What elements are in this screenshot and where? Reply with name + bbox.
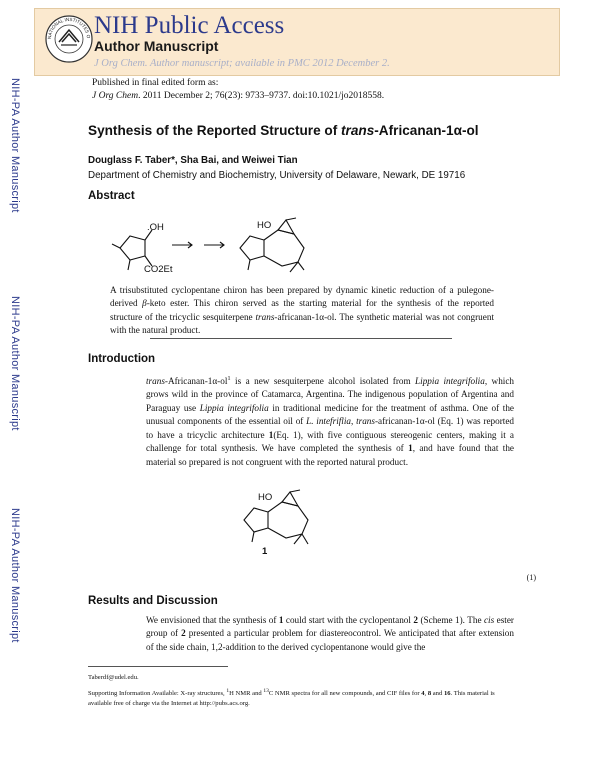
three-ring (278, 220, 294, 234)
footnote-sup: 1 (226, 688, 230, 694)
introduction-text (146, 372, 514, 469)
footnote-part: , (424, 690, 428, 698)
compound-ref: 8 (427, 690, 432, 698)
results-part: (Scheme 1). The (418, 615, 484, 625)
abstract-beta: β (142, 298, 147, 309)
intro-part: -africanan-1α-ol (Eq. 1) was reported to have a tricyclic architecture (146, 416, 514, 440)
sidebar-label-bottom: NIH-PA Author Manuscript (9, 507, 21, 643)
nih-seal-logo (44, 12, 94, 66)
abstract-scheme (100, 208, 340, 280)
title-suffix: -Africanan-1α-ol (374, 123, 479, 138)
five-ring (240, 236, 264, 260)
ester-label: CO2Et (144, 264, 173, 275)
compound-ref: 2 (413, 615, 418, 625)
intro-species: Lippia integrifolia (415, 376, 485, 387)
journal-name: J Org Chem (92, 91, 139, 101)
intro-species: L. intefriflia (306, 416, 351, 427)
intro-part: -Africanan-1α-ol (164, 376, 228, 387)
svg-text:NATIONAL INSTITUTES OF HEALTH: NATIONAL INSTITUTES O (46, 16, 92, 40)
results-part: We envisioned that the synthesis of (146, 615, 279, 625)
three-ring (282, 492, 298, 506)
sidebar-label-top: NIH-PA Author Manuscript (9, 77, 21, 213)
compound-ref: 16 (443, 690, 451, 698)
banner-title: NIH Public Access (94, 12, 285, 39)
intro-part: , (351, 416, 357, 427)
footnote-part: C NMR spectra for all new compounds, and CIF files for (268, 690, 422, 698)
compound-ref: 1 (278, 615, 284, 625)
results-heading: Results and Discussion (88, 595, 218, 607)
intro-part: , and have found that the material so prepared is not congruent with the reported natural product. (146, 443, 514, 467)
seven-ring (268, 502, 308, 538)
corresponding-email: Taberdf@udel.edu. (88, 674, 139, 681)
introduction-heading: Introduction (88, 353, 156, 365)
cyclopentane-ring (120, 236, 145, 260)
eq-ho-label: HO (258, 492, 273, 503)
title-prefix: Synthesis of the Reported Structure of (88, 123, 342, 138)
publication-info (92, 77, 384, 103)
results-part: could start with the cyclopentanol (283, 615, 414, 625)
results-part: ester group of (146, 615, 514, 639)
abstract-part: -keto ester. This chiron served as the starting material for the synthesis of the reported structure of the tricyclic sesquiterpene (110, 298, 494, 322)
authors: Douglass F. Taber*, Sha Bai, and Weiwei Tian (88, 155, 298, 166)
footnote-part: . This material is available free of charge via the Internet at http://pubs.acs.org. (88, 690, 495, 708)
abstract-divider (150, 338, 452, 339)
abstract-part: -africanan-1α-ol. The synthetic material was not congruent with the natural product. (110, 311, 494, 336)
compound-ref: 2 (181, 628, 186, 639)
intro-part: , which grows wild in the province of Catamarca, Argentina. The indigenous population of Argentina and Paraguay use (146, 376, 515, 413)
equation-structure (236, 486, 326, 558)
publication-line: Published in final edited form as: (92, 78, 219, 88)
intro-trans: trans (356, 416, 375, 427)
abstract-heading: Abstract (88, 190, 135, 202)
intro-species: Lippia integrifolia (199, 402, 269, 413)
footnote-sup: 13 (263, 688, 269, 694)
compound-ref: 4 (421, 690, 425, 698)
citation-details: . 2011 December 2; 76(23): 9733–9737. doi:10.1021/jo2018558. (138, 91, 385, 101)
ho-label: HO (257, 220, 272, 231)
intro-part: in traditional medicine for the treatment of asthma. One of the unusual components of the essential oil of (146, 402, 515, 427)
results-part: presented a particular problem for diastereocontrol. We anticipated that after extension of the side chain, 1,2-addition to the derived cyclopentanone would give the (146, 628, 514, 652)
footnote-divider (88, 666, 228, 667)
abstract-part: A trisubstituted cyclopentane chiron has been prepared by dynamic kinetic reduction of a pulegone-derived (110, 285, 494, 309)
compound-ref: 1 (268, 429, 274, 440)
footnotes (88, 673, 508, 709)
banner-subtitle: Author Manuscript (94, 38, 219, 54)
banner-note: J Org Chem. Author manuscript; available in PMC 2012 December 2. (94, 58, 390, 69)
abstract-trans: trans (255, 311, 275, 322)
footnote-part: Supporting Information Available: X-ray structures, (88, 690, 227, 698)
abstract-text (110, 284, 494, 338)
intro-part: is a new sesquiterpene alcohol isolated from (230, 376, 416, 387)
citation (92, 90, 384, 103)
supporting-info (88, 686, 508, 709)
article-title (88, 123, 479, 138)
footnote-part: and (431, 690, 444, 698)
five-ring (244, 508, 268, 532)
seven-ring (264, 230, 304, 266)
intro-trans: trans (146, 376, 165, 387)
footnote-part: H NMR and (229, 690, 264, 698)
compound-ref: 1 (408, 443, 413, 454)
results-cis: cis (483, 615, 495, 625)
compound-label: 1 (262, 546, 268, 557)
intro-ref: 1 (227, 375, 231, 382)
affiliation: Department of Chemistry and Biochemistry, University of Delaware, Newark, DE 19716 (88, 170, 466, 181)
results-text (146, 614, 514, 654)
title-italic: trans (341, 123, 375, 138)
sidebar-label-middle: NIH-PA Author Manuscript (9, 295, 21, 431)
oh-label: .OH (147, 222, 164, 233)
intro-part: (Eq. 1), with five contiguous stereogenic centers, making it a challenge for total synthesis. We have completed the synthesis of (146, 429, 514, 454)
equation-number: (1) (526, 573, 536, 582)
